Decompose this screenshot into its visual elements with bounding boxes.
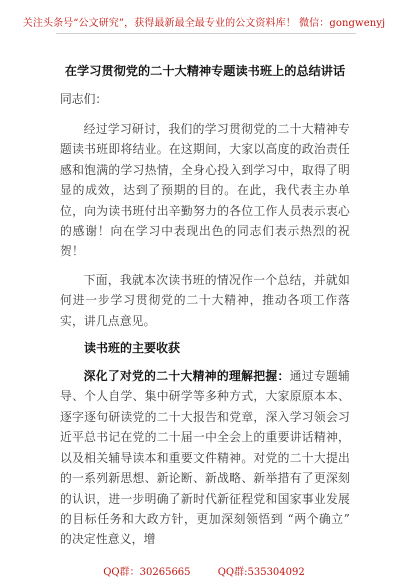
salutation: 同志们： [60, 92, 108, 106]
footer-qq-group-2: QQ群:535304092 [217, 567, 305, 578]
footer-qq-group-1: QQ群：30265665 [103, 567, 191, 578]
header-notice: 关注头条号“公文研究”，获得最新最全最专业的公文资料库！ 微信：gongwenyj [22, 18, 386, 29]
document-title: 在学习贯彻党的二十大精神专题读书班上的总结讲话 [64, 64, 346, 78]
document-body [60, 62, 350, 558]
section-heading: 读书班的主要收获 [84, 341, 181, 356]
section-paragraph-text: 通过专题辅导、个人自学、集中研学等多种方式，大家原原本本、逐字逐句研读党的二十大报告和党章，深入学习领会习近平总书记在党的二十届一中全会上的重要讲话精神，以及相关辅导读本和重要文件精神。对党的二十大提出的一系列新思想、新论断、新战略、新举措有了更深刻的认识，进一步明确了新时代新征程党和国家事业发展的目标任务和大政方针，更加深刻领悟到 “两个确立” 的决定性意义，增 [60, 369, 350, 547]
paragraph-outline: 下面，我就本次读书班的情况作一个总结，并就如何进一步学习贯彻党的二十大精神，推动各项工作落实，讲几点意见。 [60, 272, 350, 328]
header-divider [56, 33, 356, 34]
paragraph-intro: 经过学习研讨，我们的学习贯彻党的二十大精神专题读书班即将结业。在这期间，大家以高度的政治责任感和饱满的学习热情，全身心投入到学习中，取得了明显的成效，达到了预期的目的。在此，我代表主办单位，向为读书班付出辛勤努力的各位工作人员表示衷心的感谢！向在学习中表现出色的同志们表示热烈的祝贺！ [60, 122, 350, 259]
section-paragraph-lead: 深化了对党的二十大精神的理解把握： [83, 369, 290, 384]
footer-contacts [0, 563, 408, 578]
section-paragraph [60, 366, 350, 550]
